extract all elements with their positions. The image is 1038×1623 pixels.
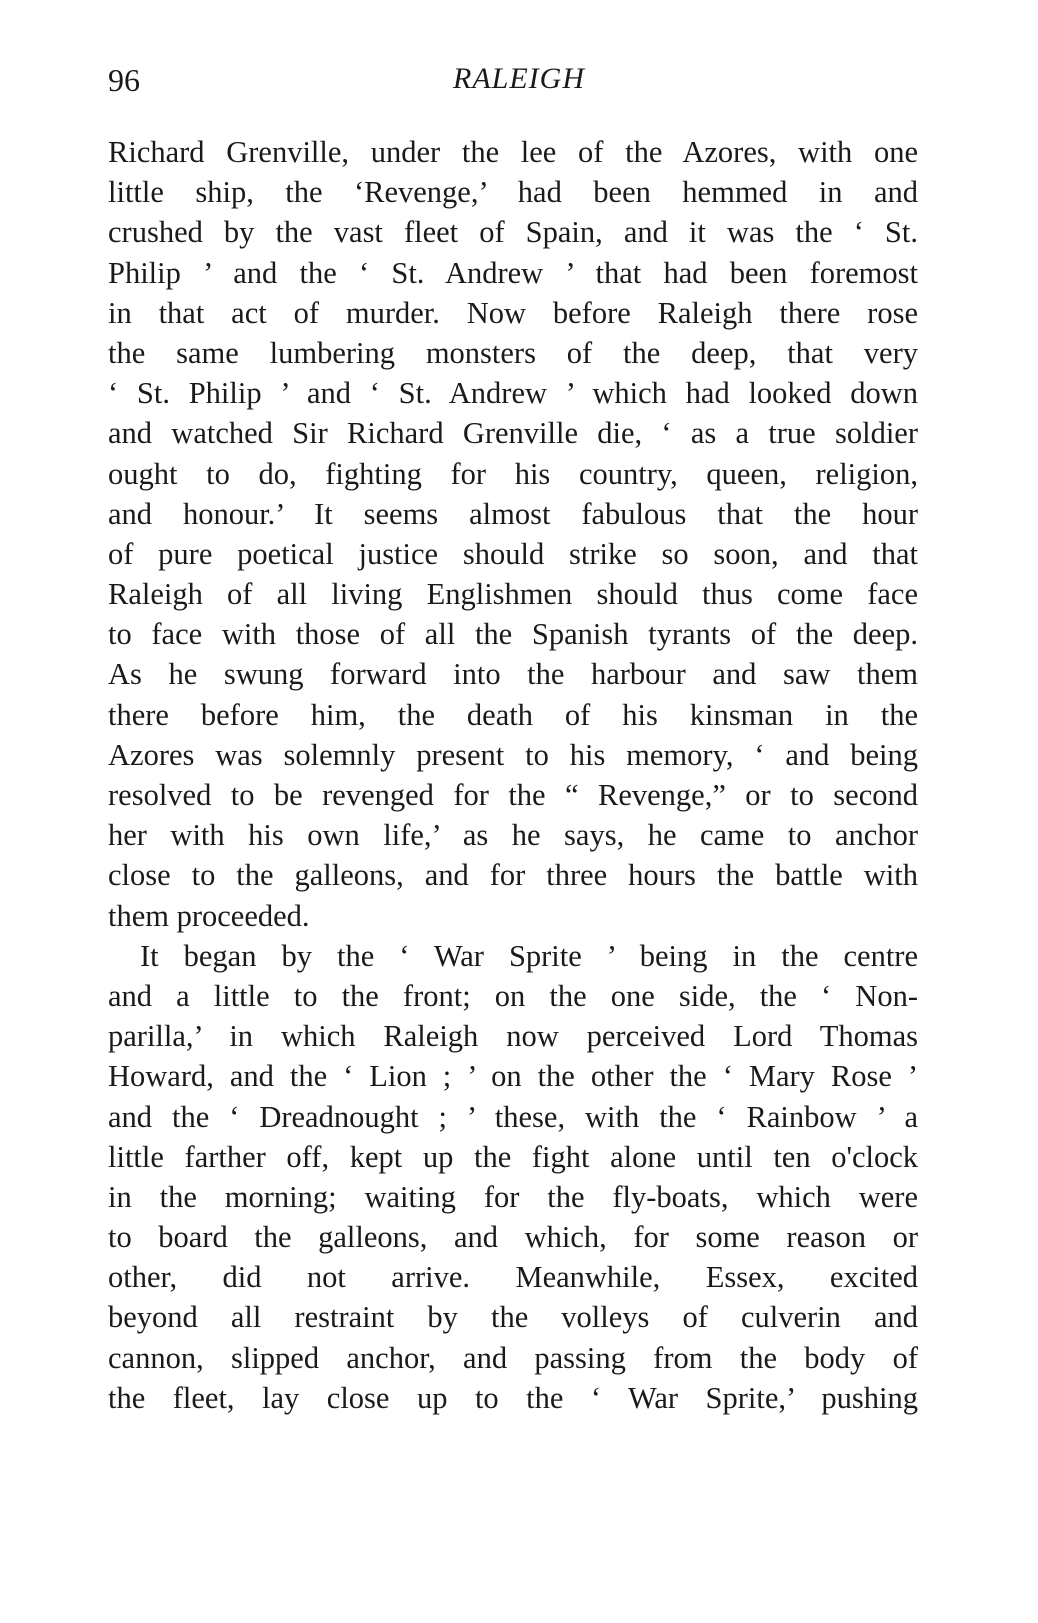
text-line: Raleigh of all living Englishmen should thus come face bbox=[108, 577, 918, 612]
paragraph bbox=[108, 132, 918, 936]
text-line: It began by the ‘ War Sprite ’ being in the centre bbox=[140, 938, 918, 973]
text-line: and honour.’ It seems almost fabulous that the hour bbox=[108, 496, 918, 531]
text-line: Philip ’ and the ‘ St. Andrew ’ that had been foremost bbox=[108, 255, 918, 290]
text-line: little farther off, kept up the fight alone until ten o'clock bbox=[108, 1139, 918, 1174]
text-line: As he swung forward into the harbour and saw them bbox=[108, 657, 918, 692]
text-line: there before him, the death of his kinsman in the bbox=[108, 697, 918, 732]
text-line: other, did not arrive. Meanwhile, Essex, excited bbox=[108, 1260, 918, 1295]
text-line: ought to do, fighting for his country, queen, religion, bbox=[108, 456, 918, 491]
text-line: Howard, and the ‘ Lion ; ’ on the other the ‘ Mary Rose ’ bbox=[108, 1059, 918, 1094]
text-line: to face with those of all the Spanish tyrants of the deep. bbox=[108, 617, 918, 652]
text-line: ‘ St. Philip ’ and ‘ St. Andrew ’ which had looked down bbox=[108, 376, 918, 411]
text-line: them proceeded. bbox=[108, 898, 310, 933]
text-line: Azores was solemnly present to his memory, ‘ and being bbox=[108, 737, 918, 772]
text-line: crushed by the vast fleet of Spain, and it was the ‘ St. bbox=[108, 215, 918, 250]
text-line: little ship, the ‘Revenge,’ had been hemmed in and bbox=[108, 175, 918, 210]
text-line: of pure poetical justice should strike so soon, and that bbox=[108, 536, 918, 571]
text-line: close to the galleons, and for three hours the battle with bbox=[108, 858, 918, 893]
text-line: and watched Sir Richard Grenville die, ‘ as a true soldier bbox=[108, 416, 918, 451]
text-line: in that act of murder. Now before Raleigh there rose bbox=[108, 295, 918, 330]
text-line: and the ‘ Dreadnought ; ’ these, with the ‘ Rainbow ’ a bbox=[108, 1099, 918, 1134]
paragraph bbox=[108, 936, 918, 1418]
body-text bbox=[108, 132, 918, 1418]
text-line: the same lumbering monsters of the deep, that very bbox=[108, 335, 918, 370]
text-line: Richard Grenville, under the lee of the Azores, with one bbox=[108, 135, 918, 169]
text-line: parilla,’ in which Raleigh now perceived Lord Thomas bbox=[108, 1019, 918, 1054]
text-line: and a little to the front; on the one side, the ‘ Non- bbox=[108, 978, 918, 1013]
text-line: beyond all restraint by the volleys of culverin and bbox=[108, 1300, 918, 1335]
text-line: resolved to be revenged for the “ Revenge,” or to second bbox=[108, 778, 918, 812]
text-line: the fleet, lay close up to the ‘ War Sprite,’ pushing bbox=[108, 1380, 918, 1415]
text-line: to board the galleons, and which, for some reason or bbox=[108, 1220, 918, 1255]
text-line: in the morning; waiting for the fly-boats, which were bbox=[108, 1179, 918, 1214]
running-head: RALEIGH bbox=[453, 62, 585, 95]
page-number: 96 bbox=[108, 62, 140, 98]
text-line: her with his own life,’ as he says, he came to anchor bbox=[108, 818, 918, 853]
text-line: cannon, slipped anchor, and passing from the body of bbox=[108, 1340, 918, 1375]
